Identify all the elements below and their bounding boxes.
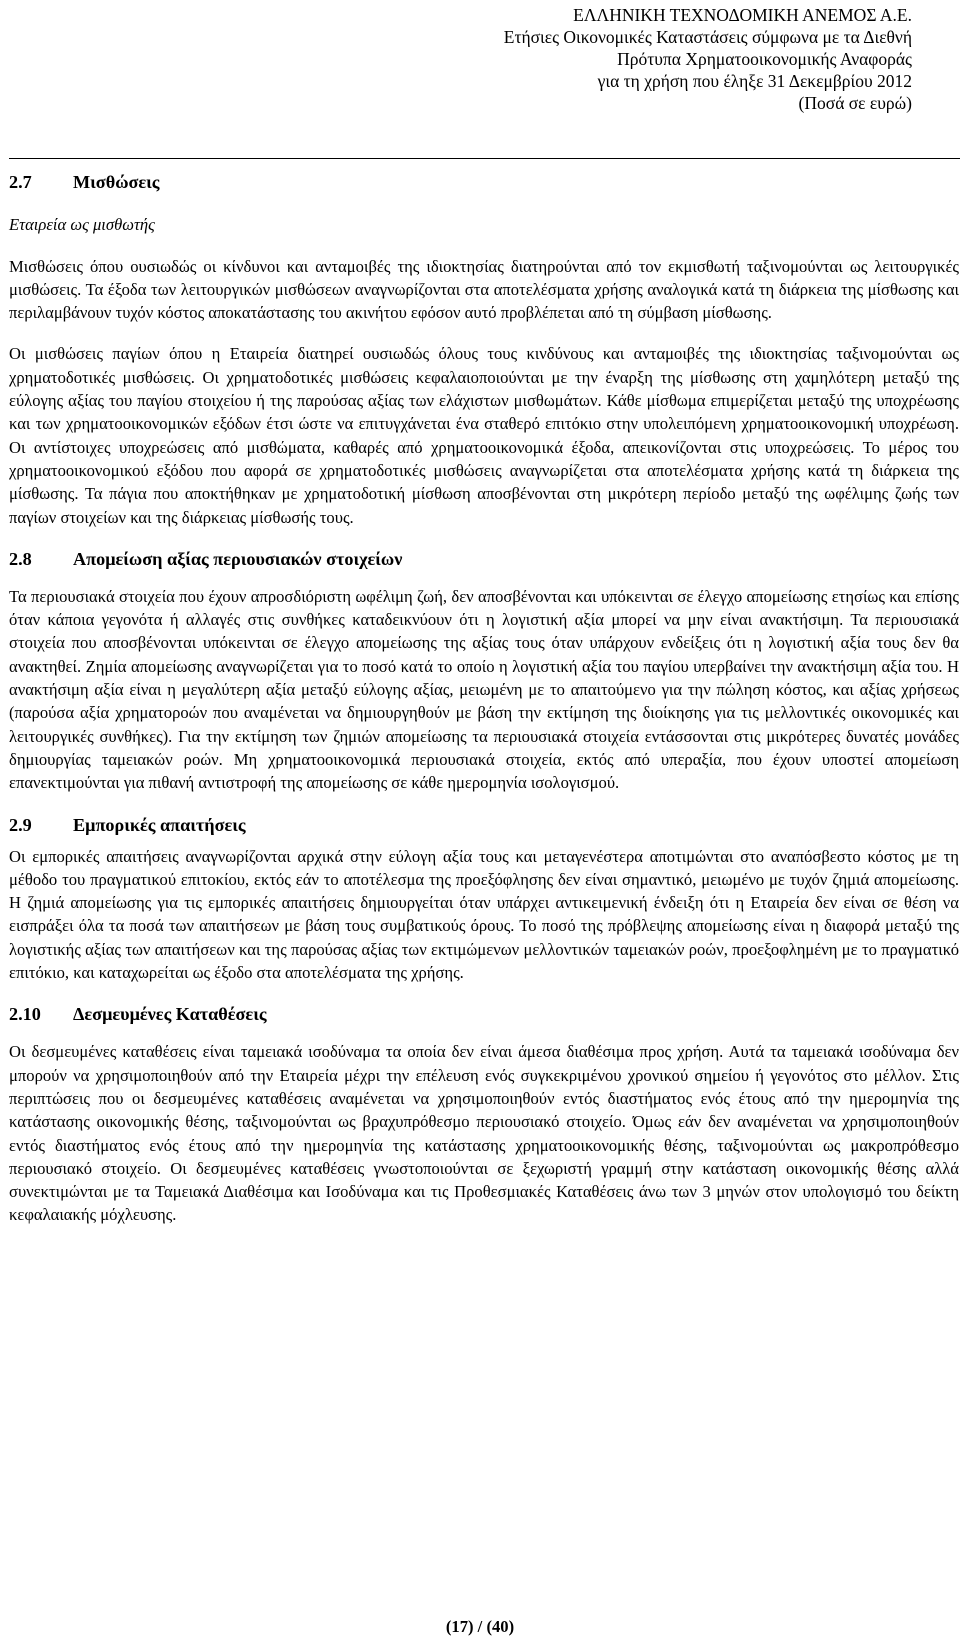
section-title: Μισθώσεις [73, 172, 160, 192]
section-heading-2-10 [9, 1002, 959, 1026]
page-header [392, 4, 912, 114]
section-number: 2.7 [9, 172, 32, 192]
header-divider [9, 158, 960, 159]
paragraph: Οι μισθώσεις παγίων όπου η Εταιρεία διατηρεί ουσιωδώς όλους τους κινδύνους και ανταμοιβές της ιδιοκτησίας ταξινομούνται ως χρηματοδοτικές μισθώσεις. Οι χρηματοδοτικές μισθώσεις κεφαλαιοποιούνται με την έναρξη της μίσθωσης στη χαμηλότερη μεταξύ της εύλογης αξίας του παγίου στοιχείου ή της παρούσας αξίας των ελάχιστων μισθωμάτων. Κάθε μίσθωμα επιμερίζεται μεταξύ της υποχρέωσης και των χρηματοοικονομικών εξόδων έτσι ώστε να επιτυγχάνεται ένα σταθερό επιτόκιο στην υπολειπόμενη χρηματοοικονομική υποχρέωση. Οι αντίστοιχες υποχρεώσεις από μισθώματα, καθαρές από χρηματοοικονομικά έξοδα, απεικονίζονται στις υποχρεώσεις. Το μέρος του χρηματοοικονομικού εξόδου που αφορά σε χρηματοδοτικές μισθώσεις αναγνωρίζεται στα αποτελέσματα χρήσης κατά τη διάρκεια της μίσθωσης. Τα πάγια που αποκτήθηκαν με χρηματοδοτική μίσθωση αποσβένονται στη μικρότερη περίοδο μεταξύ της ωφέλιμης ζωής των παγίων στοιχείων και της διάρκειας μίσθωσής τους. [9, 344, 959, 527]
header-currency: (Ποσά σε ευρώ) [798, 93, 912, 113]
section-subtitle: Εταιρεία ως μισθωτής [9, 215, 155, 234]
paragraph: Μισθώσεις όπου ουσιωδώς οι κίνδυνοι και ανταμοιβές της ιδιοκτησίας διατηρούνται από τον εκμισθωτή ταξινομούνται ως λειτουργικές μισθώσεις. Τα έξοδα των λειτουργικών μισθώσεων αναγνωρίζονται στα αποτελέσματα χρήσης αναλογικά κατά τη διάρκεια της μίσθωσης και περιλαμβάνουν τυχόν κόστος αποκατάστασης του ακινήτου εφόσον αυτό προβλέπεται από τη σύμβαση μίσθωσης. [9, 256, 959, 323]
section-number: 2.8 [9, 548, 32, 569]
header-statements: Ετήσιες Οικονομικές Καταστάσεις σύμφωνα με τα Διεθνή [503, 27, 912, 47]
section-heading-2-8 [9, 547, 959, 571]
paragraph: Τα περιουσιακά στοιχεία που έχουν απροσδιόριστη ωφέλιμη ζωή, δεν αποσβένονται και υπόκεινται σε έλεγχο απομείωσης ετησίως και επίσης όταν κάποια γεγονότα ή αλλαγές στις συνθήκες καταδεικνύουν ότι η λογιστική αξία μπορεί να μην είναι ανακτήσιμη. Τα περιουσιακά στοιχεία που αποσβένονται υπόκεινται σε έλεγχο απομείωσης της αξίας τους όταν υπάρχουν ενδείξεις ότι η λογιστική αξία τους δεν θα ανακτηθεί. Ζημία απομείωσης αναγνωρίζεται για το ποσό κατά το οποίο η λογιστική αξία του παγίου υπερβαίνει την ανακτήσιμη αξία του. Η ανακτήσιμη αξία είναι η μεγαλύτερη αξία μεταξύ εύλογης αξίας, μειωμένη με το απαιτούμενο για την πώληση κόστος, και αξίας χρήσεως (παρούσα αξία χρηματοροών που αναμένεται να δημιουργηθούν με βάση την εκτίμηση της διοίκησης για τις μελλοντικές οικονομικές και λειτουργικές συνθήκες). Για την εκτίμηση των ζημιών απομείωσης τα περιουσιακά στοιχεία εντάσσονται στις μικρότερες δυνατές μονάδες δημιουργίας ταμειακών ροών. Μη χρηματοοικονομικά περιουσιακά στοιχεία, εκτός από υπεραξία, που έχουν υποστεί απομείωση επανεκτιμούνται για πιθανή αντιστροφή της απομείωσης σε κάθε ημερομηνία ισολογισμού. [9, 586, 959, 793]
page-number: (17) / (40) [445, 1617, 515, 1636]
header-company: ΕΛΛΗΝΙΚΗ ΤΕΧΝΟΔΟΜΙΚΗ ΑΝΕΜΟΣ Α.Ε. [573, 5, 912, 25]
paragraph: Οι δεσμευμένες καταθέσεις είναι ταμειακά ισοδύναμα τα οποία δεν είναι άμεσα διαθέσιμα προς χρήση. Αυτά τα ταμειακά ισοδύναμα δεν μπορούν να χρησιμοποιηθούν από την Εταιρεία μέχρι την επέλευση ενός συγκεκριμένου χρονικού σημείου ή γεγονότος στο μέλλον. Στις περιπτώσεις που οι δεσμευμένες καταθέσεις αναμένεται να χρησιμοποιηθούν εντός διαστήματος ενός έτους από την ημερομηνία της κατάστασης οικονομικής θέσης, ταξινομούνται ως βραχυπρόθεσμο περιουσιακό στοιχείο. Όμως εάν δεν αναμένεται να χρησιμοποιηθούν εντός διαστήματος ενός έτους από την ημερομηνία της κατάστασης χρηματοοικονομικής θέσης, ταξινομούνται ως μακροπρόθεσμο περιουσιακό στοιχείο. Οι δεσμευμένες καταθέσεις γνωστοποιούνται σε ξεχωριστή γραμμή στην κατάσταση οικονομικής θέσης αλλά συνεκτιμώνται με τα Ταμειακά Διαθέσιμα και Ισοδύναμα και τις Προθεσμιακές Καταθέσεις άνω των 3 μηνών στον υπολογισμό του δείκτη κεφαλαιακής μόχλευσης. [9, 1042, 959, 1225]
section-title: Απομείωση αξίας περιουσιακών στοιχείων [73, 548, 403, 569]
section-title: Δεσμευμένες Καταθέσεις [73, 1004, 267, 1025]
section-heading-2-9 [9, 813, 959, 837]
paragraph: Οι εμπορικές απαιτήσεις αναγνωρίζονται αρχικά στην εύλογη αξία τους και μεταγενέστερα αποτιμώνται στο αναπόσβεστο κόστος με τη μέθοδο του πραγματικού επιτοκίου, εκτός εάν το αποτέλεσμα της προεξόφλησης δεν είναι σημαντικό, μειωμένο με τυχόν ζημιά απομείωσης. Η ζημιά απομείωσης για τις εμπορικές απαιτήσεις δημιουργείται όταν υπάρχει αντικειμενική ένδειξη ότι η Εταιρεία δεν είναι σε θέση να εισπράξει όλα τα ποσά των απαιτήσεων με βάση τους συμβατικούς όρους. Το ποσό της πρόβλεψης απομείωσης είναι η διαφορά μεταξύ της λογιστικής αξίας των απαιτήσεων και της παρούσας αξίας των εκτιμώμενων μελλοντικών ταμειακών ροών, προεξοφλημένη με το πραγματικό επιτόκιο, και καταχωρείται ως έξοδο στα αποτελέσματα της χρήσης. [9, 846, 959, 983]
header-standards: Πρότυπα Χρηματοοικονομικής Αναφοράς [617, 49, 912, 69]
page-body [9, 170, 959, 1227]
header-period: για τη χρήση που έληξε 31 Δεκεμβρίου 2012 [597, 71, 912, 91]
section-heading-2-7 [9, 170, 959, 194]
section-title: Εμπορικές απαιτήσεις [73, 814, 246, 835]
section-number: 2.10 [9, 1004, 41, 1025]
section-number: 2.9 [9, 814, 32, 835]
